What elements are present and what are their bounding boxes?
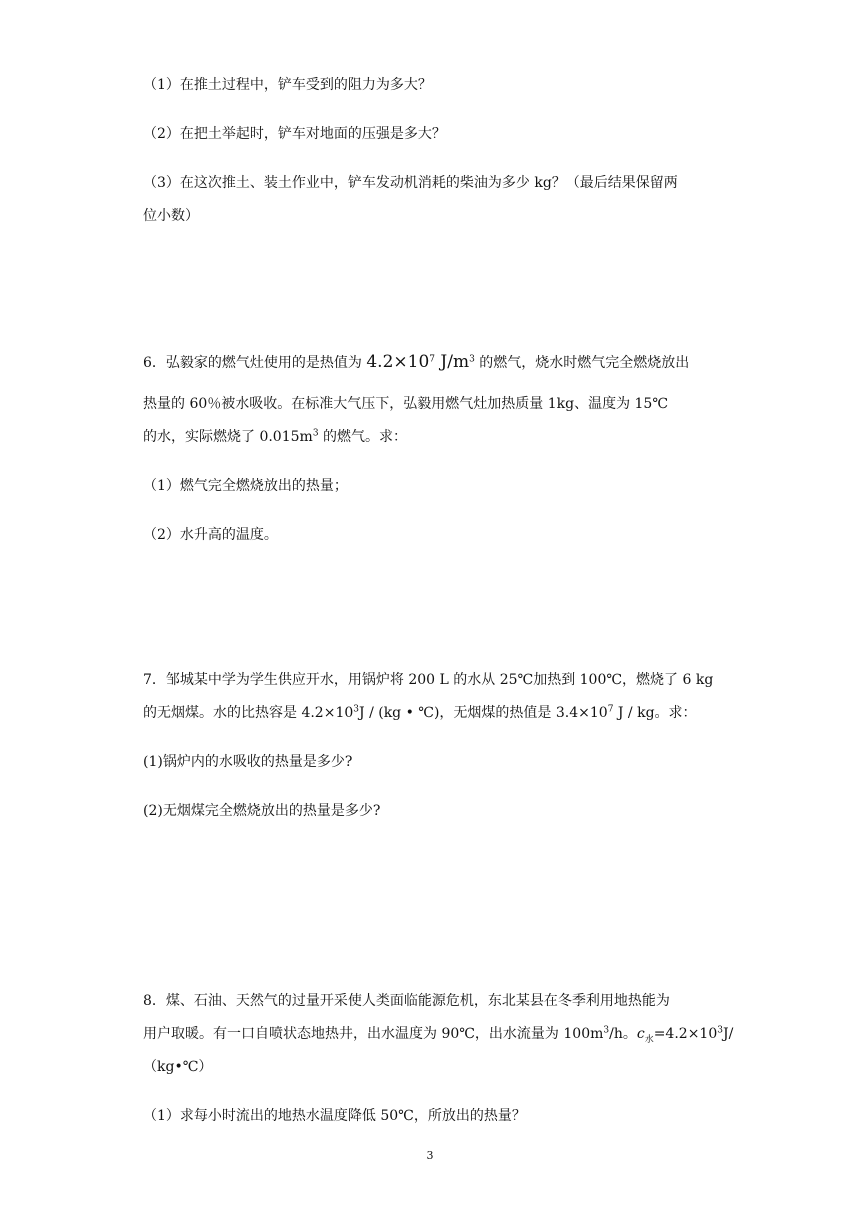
q7-sub-question-1: (1)锅炉内的水吸收的热量是多少? (143, 754, 353, 770)
q8-line-1: 8．煤、石油、天然气的过量开采使人类面临能源危机，东北某县在冬季利用地热能为 (143, 993, 670, 1009)
q8-line-2 (143, 1023, 733, 1045)
q7-line-2-text-b: J / (kg • ℃)，无烟煤的热值是 3.4×10 (359, 705, 608, 721)
q5-sub-question-3-line-1: （3）在这次推土、装土作业中，铲车发动机消耗的柴油为多少 kg？（最后结果保留两 (143, 175, 678, 191)
q7-sub-question-2: (2)无烟煤完全燃烧放出的热量是多少? (143, 803, 381, 819)
q6-volume-exponent: 3 (312, 428, 319, 439)
q7-line-2-text-a: 的无烟煤。水的比热容是 4.2×10 (143, 705, 354, 721)
q6-line-3-text-b: 的燃气。求： (318, 429, 407, 445)
q6-heat-unit: J/m (435, 352, 470, 372)
q6-sub-question-1: （1）燃气完全燃烧放出的热量； (143, 478, 348, 494)
q6-heat-unit-exponent: 3 (469, 354, 475, 365)
q6-line-3-text-a: 的水，实际燃烧了 0.015m (143, 429, 313, 445)
q8-line-2-text-a: 用户取暖。有一口自喷状态地热井，出水温度为 90℃，出水流量为 100m (143, 1026, 604, 1042)
q6-line-3 (143, 426, 407, 446)
q7-specific-heat-exponent: 3 (353, 704, 359, 715)
q6-line-1-text-a: 6．弘毅家的燃气灶使用的是热值为 (143, 355, 367, 371)
page-number: 3 (426, 1149, 434, 1162)
q8-sub-question-1: （1）求每小时流出的地热水温度降低 50℃，所放出的热量？ (143, 1108, 526, 1124)
q7-line-2 (143, 702, 697, 722)
q6-heat-value-exponent: 7 (429, 354, 436, 365)
q6-heat-value: 4.2×10 (366, 352, 430, 372)
q8-line-2-text-e: J/ (722, 1026, 734, 1042)
q8-line-2-text-b: /h。 (609, 1026, 637, 1042)
q7-line-2-text-c: J / kg。求： (613, 705, 697, 721)
q5-sub-question-3-line-2: 位小数） (143, 208, 199, 224)
q6-line-2: 热量的 60％被水吸收。在标准大气压下，弘毅用燃气灶加热质量 1kg、温度为 15℃ (143, 396, 668, 412)
q7-line-1: 7．邹城某中学为学生供应开水，用锅炉将 200 L 的水从 25℃加热到 100℃，燃烧了 6 kg (143, 672, 714, 688)
q6-line-1-text-b: 的燃气，烧水时燃气完全燃烧放出 (474, 355, 690, 371)
q8-flow-exponent: 3 (603, 1025, 610, 1036)
q6-line-1 (143, 352, 689, 372)
q6-sub-question-2: （2）水升高的温度。 (143, 527, 278, 543)
q8-specific-heat-symbol: c (636, 1026, 645, 1042)
q5-sub-question-2: （2）在把土举起时，铲车对地面的压强是多大？ (143, 126, 446, 142)
q5-sub-question-1: （1）在推土过程中，铲车受到的阻力为多大？ (143, 77, 432, 93)
q8-line-2-text-d: =4.2×10 (653, 1026, 718, 1042)
q8-line-3: （kg•℃） (143, 1059, 213, 1075)
q8-specific-heat-exponent: 3 (717, 1025, 723, 1036)
q7-heat-value-exponent: 7 (607, 704, 614, 715)
q8-specific-heat-subscript: 水 (644, 1034, 654, 1045)
